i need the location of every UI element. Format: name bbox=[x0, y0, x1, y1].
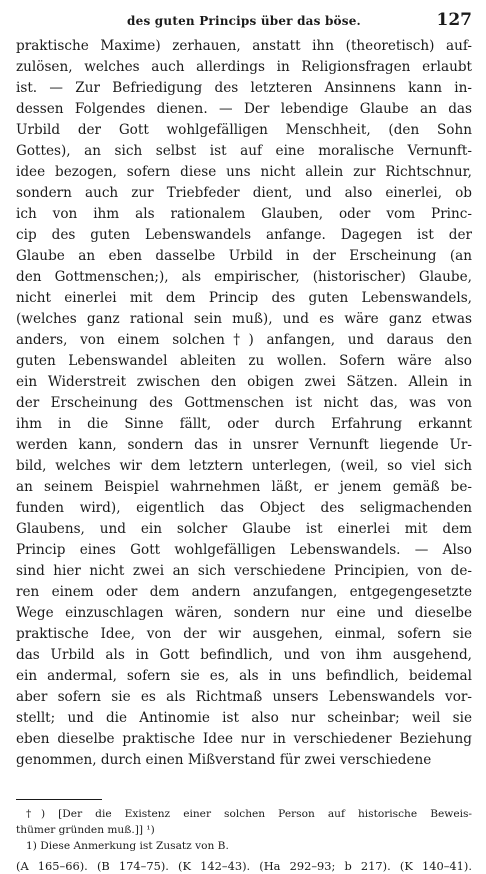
text-line: stellt; und die Antinomie ist also nur scheinbar; weil sie bbox=[16, 710, 472, 726]
edition-ref-b: (B 174–75). bbox=[96, 859, 169, 873]
text-line: cip des guten Lebenswandels anfange. Dagegen ist der bbox=[16, 227, 472, 243]
footnote-rule bbox=[16, 799, 102, 800]
text-line: praktische Maxime) zerhauen, anstatt ihn (theoretisch) auf- bbox=[16, 38, 472, 54]
footnote-dagger: †) [Der die Existenz einer solchen Person auf historische Beweis- bbox=[26, 808, 472, 820]
text-line: ein Widerstreit zwischen den obigen zwei Sätzen. Allein in bbox=[16, 374, 472, 390]
text-line: Glaubens, und ein solcher Glaube ist einerlei mit dem bbox=[16, 521, 472, 537]
text-line: Gottes), an sich selbst ist auf eine moralische Vernunft- bbox=[16, 143, 472, 159]
footnotes bbox=[16, 806, 472, 854]
text-line: Glaube an eben dasselbe Urbild in der Erscheinung (an bbox=[16, 248, 472, 264]
text-line: Princip eines Gott wohlgefälligen Lebenswandels. — Also bbox=[16, 542, 472, 558]
text-line: bild, welches wir dem letztern unterlegen, (weil, so viel sich bbox=[16, 458, 472, 474]
book-page bbox=[16, 8, 472, 873]
text-line: sind hier nicht zwei an sich verschiedene Principien, von de- bbox=[16, 563, 472, 579]
running-head-title: des guten Princips über das böse. bbox=[127, 14, 361, 28]
text-line: zulösen, welches auch allerdings in Religionsfragen erlaubt bbox=[16, 59, 472, 75]
text-line: idee bezogen, sofern diese uns nicht allein zur Richtschnur, bbox=[16, 164, 472, 180]
edition-ref-a: (A 165–66). bbox=[16, 859, 88, 873]
edition-ref-k2: (K 140–41). bbox=[399, 859, 472, 873]
text-line: ich von ihm als rationalem Glauben, oder vom Princ- bbox=[16, 206, 472, 222]
text-line: (welches ganz rational sein muß), und es wäre ganz etwas bbox=[16, 311, 472, 327]
text-line: ist. — Zur Befriedigung des letzteren Ansinnens kann in- bbox=[16, 80, 472, 96]
text-line: guten Lebenswandel ableiten zu wollen. Sofern wäre also bbox=[16, 353, 472, 369]
text-line: den Gottmenschen;), als empirischer, (historischer) Glaube, bbox=[16, 269, 472, 285]
text-line: nicht einerlei mit dem Princip des guten Lebenswandels, bbox=[16, 290, 472, 306]
text-line: sondern auch zur Triebfeder dient, und also einerlei, ob bbox=[16, 185, 472, 201]
footnote-1: 1) Diese Anmerkung ist Zusatz von B. bbox=[26, 840, 229, 852]
text-line: ihm in die Sinne fällt, oder durch Erfahrung erkannt bbox=[16, 416, 472, 432]
text-line: das Urbild als in Gott befindlich, und von ihm ausgehend, bbox=[16, 647, 472, 663]
edition-references bbox=[16, 858, 472, 874]
text-line: der Erscheinung des Gottmenschen ist nicht das, was von bbox=[16, 395, 472, 411]
text-line: Urbild der Gott wohlgefälligen Menschheit, (den Sohn bbox=[16, 122, 472, 138]
body-text bbox=[16, 36, 472, 771]
text-line: funden wird), eigentlich das Object des seligmachenden bbox=[16, 500, 472, 516]
text-line: genommen, durch einen Mißverstand für zwei verschiedene bbox=[16, 752, 432, 768]
edition-ref-ha: (Ha 292–93; b 217). bbox=[259, 859, 391, 873]
text-line: Wege einzuschlagen wären, sondern nur eine und dieselbe bbox=[16, 605, 472, 621]
edition-ref-k1: (K 142–43). bbox=[178, 859, 251, 873]
text-line: an seinem Beispiel wahrnehmen läßt, er jenem gemäß be- bbox=[16, 479, 472, 495]
text-line: ren einem oder dem andern anzufangen, entgegengesetzte bbox=[16, 584, 472, 600]
page-number: 127 bbox=[436, 10, 472, 30]
text-line: werden kann, sondern das in unsrer Vernunft liegende Ur- bbox=[16, 437, 472, 453]
text-line: dessen Folgendes dienen. — Der lebendige Glaube an das bbox=[16, 101, 472, 117]
footnote-dagger-continuation: thümer gründen muß.]] ¹) bbox=[16, 824, 155, 836]
text-line: aber sofern sie es als Richtmaß unsers Lebenswandels vor- bbox=[16, 689, 472, 705]
running-head bbox=[16, 8, 472, 34]
text-line: anders, von einem solchen†) anfangen, und daraus den bbox=[16, 332, 472, 348]
text-line: praktische Idee, von der wir ausgehen, einmal, sofern sie bbox=[16, 626, 472, 642]
text-line: ein andermal, sofern sie es, als in uns befindlich, beidemal bbox=[16, 668, 472, 684]
text-line: eben dieselbe praktische Idee nur in verschiedener Beziehung bbox=[16, 731, 472, 747]
